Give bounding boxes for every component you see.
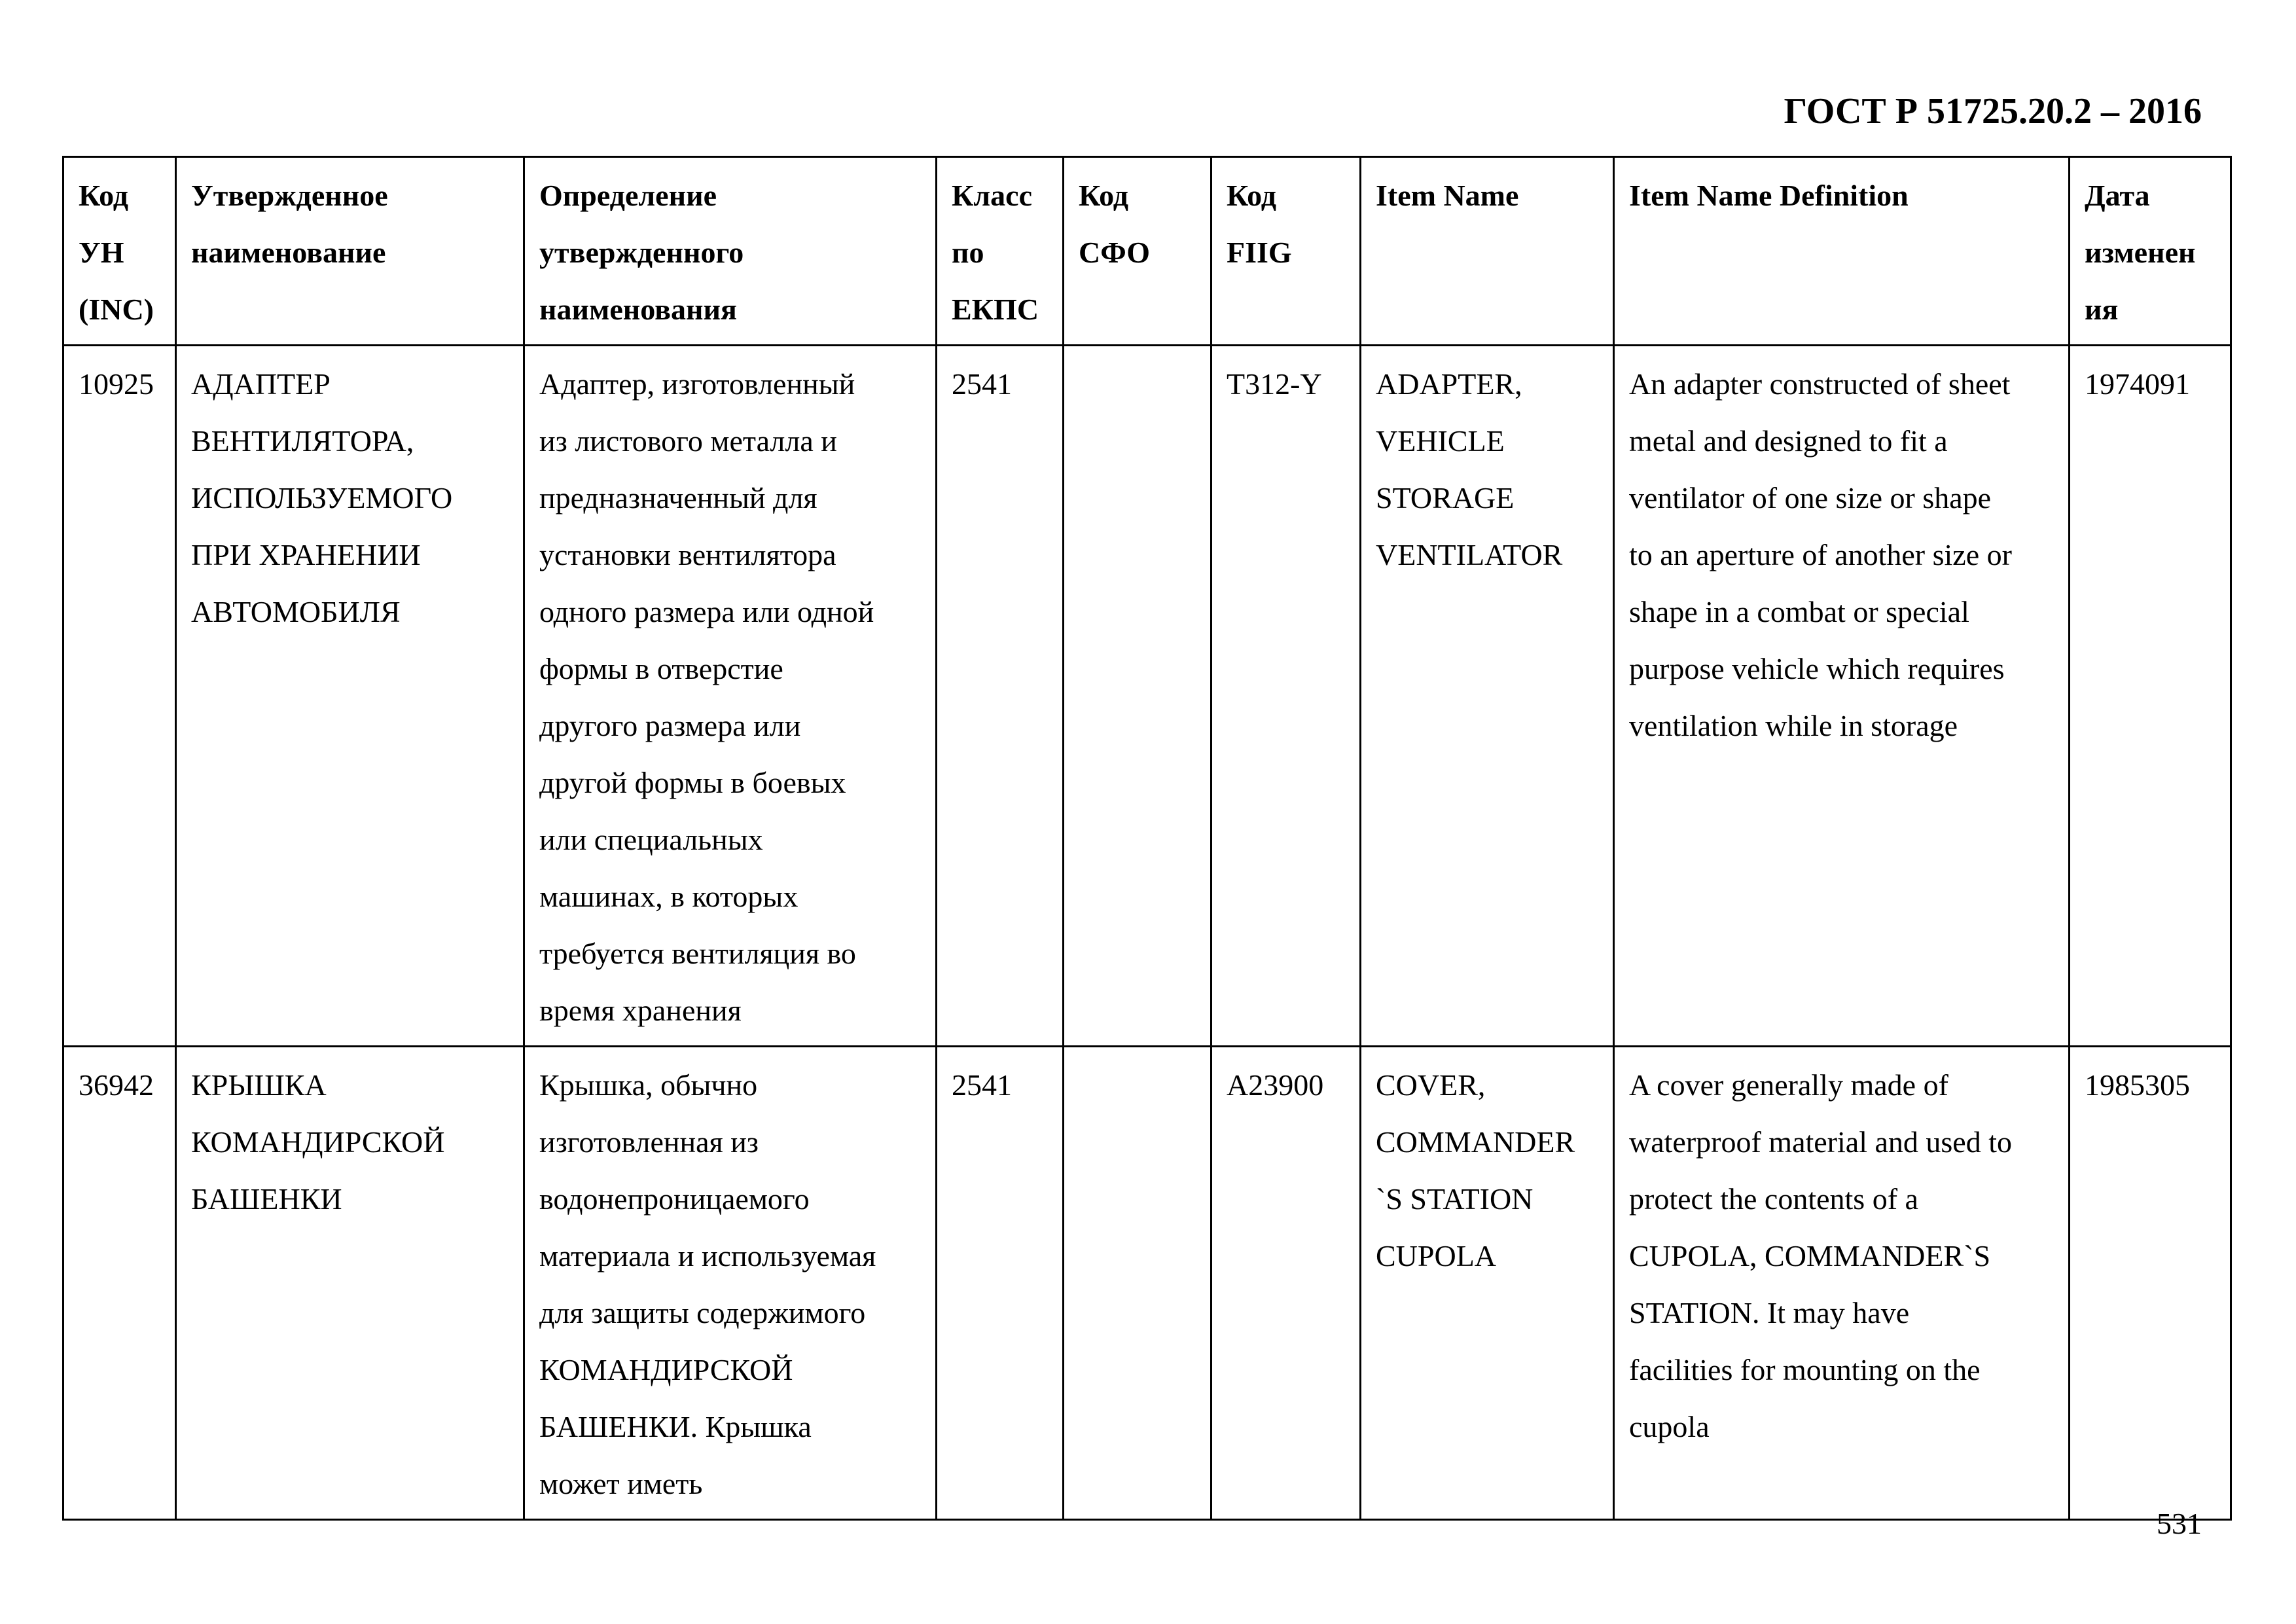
column-header-item-name-label: Item Name xyxy=(1376,179,1519,212)
column-header-class xyxy=(937,157,1064,346)
column-header-item-name-definition xyxy=(1614,157,2070,346)
item-name-cell xyxy=(1361,1047,1614,1520)
column-header-sfo xyxy=(1064,157,1211,346)
approved-name-value: КРЫШКА КОМАНДИРСКОЙ БАШЕНКИ xyxy=(191,1068,445,1216)
fiig-cell xyxy=(1211,346,1361,1047)
document-standard-id: ГОСТ Р 51725.20.2 – 2016 xyxy=(1784,91,2202,132)
class-cell xyxy=(937,346,1064,1047)
change-date-value: 1974091 xyxy=(2085,367,2190,401)
item-name-definition-value: A cover generally made of waterproof material and used to protect the contents of a CUPOLA, COMMANDER`S STATION. It may have facilities for mounting on the cupola xyxy=(1629,1068,2012,1443)
fiig-value: T312-Y xyxy=(1227,367,1322,401)
column-header-approved-name-label: Утвержденное наименование xyxy=(191,179,388,269)
column-header-inc-label: Код УН (INC) xyxy=(79,179,154,326)
inc-cell xyxy=(63,346,176,1047)
definition-cell xyxy=(524,346,937,1047)
item-name-value: ADAPTER, VEHICLE STORAGE VENTILATOR xyxy=(1376,367,1563,571)
definition-value: Адаптер, изготовленный из листового металла и предназначенный для установки вентилятора одного размера или одной формы в отверстие другого размера или другой формы в боевых или специальных машинах, в которых требуется вентиляция во время хранения xyxy=(539,367,874,1027)
sfo-cell xyxy=(1064,346,1211,1047)
column-header-sfo-label: Код СФО xyxy=(1079,179,1151,269)
column-header-fiig-label: Код FIIG xyxy=(1227,179,1292,269)
column-header-definition xyxy=(524,157,937,346)
column-header-fiig xyxy=(1211,157,1361,346)
fiig-cell xyxy=(1211,1047,1361,1520)
approved-name-cell xyxy=(176,346,524,1047)
approved-name-value: АДАПТЕР ВЕНТИЛЯТОРА, ИСПОЛЬЗУЕМОГО ПРИ ХРАНЕНИИ АВТОМОБИЛЯ xyxy=(191,367,453,628)
change-date-cell xyxy=(2070,1047,2231,1520)
column-header-item-name-definition-label: Item Name Definition xyxy=(1629,179,1909,212)
class-value: 2541 xyxy=(952,1068,1012,1102)
sfo-cell xyxy=(1064,1047,1211,1520)
column-header-change-date xyxy=(2070,157,2231,346)
definition-cell xyxy=(524,1047,937,1520)
approved-name-cell xyxy=(176,1047,524,1520)
class-value: 2541 xyxy=(952,367,1012,401)
table-header-row xyxy=(63,157,2231,346)
fiig-value: A23900 xyxy=(1227,1068,1324,1102)
class-cell xyxy=(937,1047,1064,1520)
inc-value: 36942 xyxy=(79,1068,154,1102)
column-header-approved-name xyxy=(176,157,524,346)
item-name-value: COVER, COMMANDER `S STATION CUPOLA xyxy=(1376,1068,1575,1272)
column-header-class-label: Класс по ЕКПС xyxy=(952,179,1039,326)
column-header-change-date-label: Дата изменен ия xyxy=(2085,179,2196,326)
page-number: 531 xyxy=(2157,1507,2202,1540)
table-row xyxy=(63,346,2231,1047)
inc-cell xyxy=(63,1047,176,1520)
column-header-definition-label: Определение утвержденного наименования xyxy=(539,179,744,326)
item-name-definition-cell xyxy=(1614,346,2070,1047)
item-name-definition-value: An adapter constructed of sheet metal and designed to fit a ventilator of one size or shape to an aperture of another size or shape in a combat or special purpose vehicle which requires ventilation while in storage xyxy=(1629,367,2012,742)
table-row xyxy=(63,1047,2231,1520)
item-names-table xyxy=(62,156,2232,1521)
item-name-definition-cell xyxy=(1614,1047,2070,1520)
change-date-cell xyxy=(2070,346,2231,1047)
column-header-inc xyxy=(63,157,176,346)
inc-value: 10925 xyxy=(79,367,154,401)
column-header-item-name xyxy=(1361,157,1614,346)
change-date-value: 1985305 xyxy=(2085,1068,2190,1102)
definition-value: Крышка, обычно изготовленная из водонепроницаемого материала и используемая для защиты содержимого КОМАНДИРСКОЙ БАШЕНКИ. Крышка может иметь xyxy=(539,1068,876,1500)
item-name-cell xyxy=(1361,346,1614,1047)
